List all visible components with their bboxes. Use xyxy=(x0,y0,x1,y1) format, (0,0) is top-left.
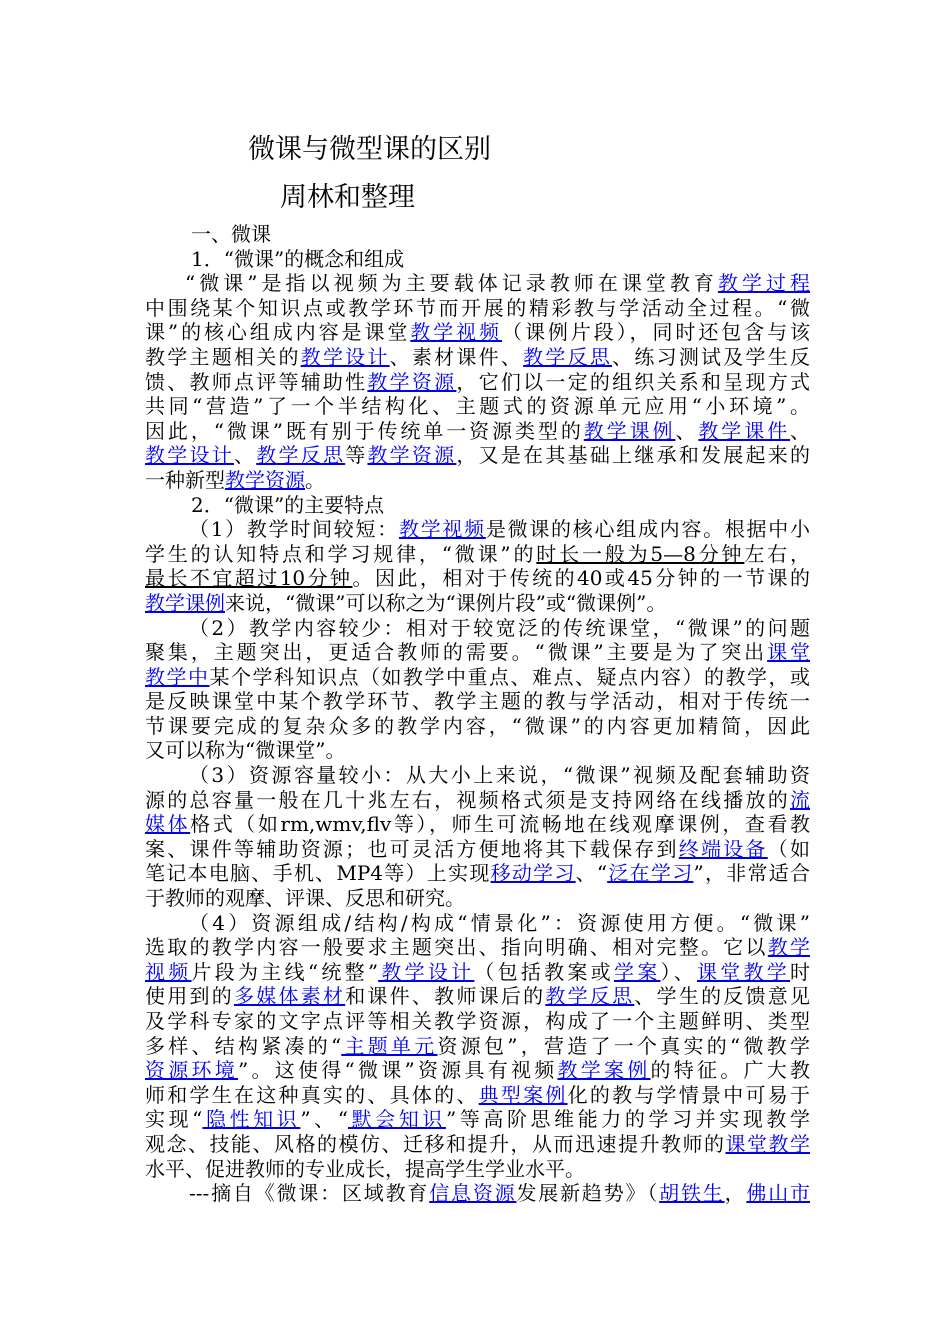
link-ubiquitous-learning[interactable]: 泛在学习 xyxy=(607,861,694,886)
text-line: （4）资源组成/结构/构成“情景化”：资源使用方便。“微课” xyxy=(189,910,810,935)
text-line: 教学中某个学科知识点（如教学中重点、难点、疑点内容）的教学，或 xyxy=(145,664,810,689)
text-line: （1）教学时间较短：教学视频是微课的核心组成内容。根据中小 xyxy=(189,517,811,542)
link-mobile-learning[interactable]: 移动学习 xyxy=(490,861,576,886)
section-heading-3: 2．“微课”的主要特点 xyxy=(191,492,385,517)
link-foshan-city[interactable]: 佛山市 xyxy=(746,1181,811,1206)
text-line: 因此，“微课”既有别于传统单一资源类型的教学课例、教学课件、 xyxy=(145,418,811,443)
document-author: 周林和整理 xyxy=(280,182,415,213)
link-classroom-teaching[interactable]: 教学中 xyxy=(145,664,210,689)
link-tacit-knowledge[interactable]: 隐性知识 xyxy=(202,1107,301,1132)
link-teaching-resource[interactable]: 教学资源 xyxy=(367,443,457,468)
text-line: 最长不宜超过10分钟。因此，相对于传统的40或45分钟的一节课的 xyxy=(145,566,810,591)
document-title: 微课与微型课的区别 xyxy=(248,134,491,165)
text-line: 馈、教师点评等辅助性教学资源，它们以一定的组织关系和呈现方式 xyxy=(145,369,811,394)
link-multimedia-material[interactable]: 多媒体素材 xyxy=(233,984,346,1009)
text-line: 聚集，主题突出，更适合教师的需要。“微课”主要是为了突出课堂 xyxy=(145,640,811,665)
source-citation: ---摘自《微课：区域教育信息资源发展新趋势》（胡铁生，佛山市 xyxy=(189,1181,811,1206)
text-line: 视频片段为主线“统整”教学设计（包括教案或学案）、课堂教学时 xyxy=(145,959,811,984)
text-line: 案、课件等辅助资源；也可灵活方便地将其下载保存到终端设备（如 xyxy=(145,836,811,861)
link-streaming-media[interactable]: 媒体 xyxy=(145,812,191,837)
text-line: 使用到的多媒体素材和课件、教师课后的教学反思、学生的反馈意见 xyxy=(145,984,811,1009)
link-teaching-courseware[interactable]: 教学课件 xyxy=(698,418,791,443)
link-teaching-video[interactable]: 教学视频 xyxy=(398,517,486,542)
link-teaching-video[interactable]: 教学 xyxy=(767,935,811,960)
link-teaching-process[interactable]: 教学过程 xyxy=(717,271,811,296)
text-line: 教学课例来说，“微课”可以称之为“课例片段”或“微课例”。 xyxy=(145,590,667,615)
text-line: （3）资源容量较小：从大小上来说，“微课”视频及配套辅助资 xyxy=(189,763,810,788)
link-classroom-teaching[interactable]: 课堂教学 xyxy=(725,1131,810,1156)
text-line: 教学主题相关的教学设计、素材课件、教学反思、练习测试及学生反 xyxy=(145,344,811,369)
text-line: 多样、结构紧凑的“主题单元资源包”，营造了一个真实的“微教学 xyxy=(145,1033,810,1058)
section-heading-1: 一、微课 xyxy=(191,222,271,246)
underlined-duration: 时长一般为5—8分钟 xyxy=(536,541,745,566)
paragraph-feature-1 xyxy=(145,517,810,615)
text-line: 一种新型教学资源。 xyxy=(145,467,325,492)
text-line: 师和学生在这种真实的、具体的、典型案例化的教与学情景中可易于 xyxy=(145,1082,811,1107)
link-teaching-case[interactable]: 教学课例 xyxy=(583,418,676,443)
link-teaching-resource[interactable]: 教学资源 xyxy=(225,467,305,492)
section-heading-2: 1．“微课”的概念和组成 xyxy=(191,246,405,271)
link-teaching-reflection[interactable]: 教学反思 xyxy=(256,443,346,468)
link-teaching-video[interactable]: 教学视频 xyxy=(410,320,503,345)
link-streaming-media[interactable]: 流 xyxy=(790,787,810,812)
text-line: 媒体格式（如rm,wmv,flv等），师生可流畅地在线观摩课例，查看教 xyxy=(145,812,811,837)
link-terminal-device[interactable]: 终端设备 xyxy=(678,836,768,861)
link-teaching-case[interactable]: 教学课例 xyxy=(145,590,225,615)
link-teaching-reflection[interactable]: 教学反思 xyxy=(523,344,613,369)
paragraph-feature-3 xyxy=(145,763,810,911)
text-line: 实现“隐性知识”、“默会知识”等高阶思维能力的学习并实现教学 xyxy=(145,1107,811,1132)
document-body xyxy=(145,222,810,1206)
text-line: 是反映课堂中某个教学环节、教学主题的教与学活动，相对于传统一 xyxy=(145,689,810,714)
text-line: 选取的教学内容一般要求主题突出、指向明确、相对完整。它以教学 xyxy=(145,935,811,960)
paragraph-concept xyxy=(145,271,810,492)
link-typical-case[interactable]: 典型案例 xyxy=(478,1082,568,1107)
text-line: 观念、技能、风格的模仿、迁移和提升，从而迅速提升教师的课堂教学 xyxy=(145,1131,810,1156)
link-implicit-knowledge[interactable]: 默会知识 xyxy=(348,1107,446,1132)
text-line: 及学科专家的文字点评等相关教学资源，构成了一个主题鲜明、类型 xyxy=(145,1009,810,1033)
text-line: 源的总容量一般在几十兆左右，视频格式须是支持网络在线播放的流 xyxy=(145,787,810,812)
text-line: 水平、促进教师的专业成长，提高学生学业水平。 xyxy=(145,1156,585,1181)
text-line: （2）教学内容较少：相对于较宽泛的传统课堂，“微课”的问题 xyxy=(189,615,810,640)
link-teaching-reflection[interactable]: 教学反思 xyxy=(545,984,635,1009)
link-theme-unit[interactable]: 主题单元 xyxy=(341,1033,438,1058)
link-information-resource[interactable]: 信息资源 xyxy=(429,1181,517,1206)
text-line: 共同“营造”了一个半结构化、主题式的资源单元应用“小环境”。 xyxy=(145,394,810,419)
link-author-hu-tiesheng[interactable]: 胡铁生 xyxy=(659,1181,725,1206)
link-teaching-video[interactable]: 视频 xyxy=(145,959,192,984)
text-line: 节课要完成的复杂众多的教学内容，“微课”的内容更加精简，因此 xyxy=(145,713,810,738)
link-resource-environment[interactable]: 资源环境 xyxy=(145,1058,239,1083)
link-classroom-teaching[interactable]: 课堂 xyxy=(767,640,811,665)
link-teaching-design[interactable]: 教学设计 xyxy=(145,443,234,468)
paragraph-feature-2 xyxy=(145,616,810,764)
text-line: 笔记本电脑、手机、MP4等）上实现移动学习、“泛在学习”，非常适合 xyxy=(145,861,811,886)
link-teaching-design[interactable]: 教学设计 xyxy=(300,344,390,369)
link-teaching-resource[interactable]: 教学资源 xyxy=(367,369,457,394)
text-line: 中围绕某个知识点或教学环节而开展的精彩教与学活动全过程。“微 xyxy=(145,295,810,320)
link-study-plan[interactable]: 学案 xyxy=(613,959,661,984)
text-line: 资源环境”。这使得“微课”资源具有视频教学案例的特征。广大教 xyxy=(145,1058,811,1083)
underlined-max-duration: 最长不宜超过10分钟 xyxy=(145,566,353,591)
link-teaching-case-study[interactable]: 教学案例 xyxy=(557,1058,651,1083)
text-line: 又可以称为“微课堂”。 xyxy=(145,738,346,763)
text-line: 课”的核心组成内容是课堂教学视频（课例片段），同时还包含与该 xyxy=(145,320,811,345)
link-classroom-teaching[interactable]: 课堂教学 xyxy=(697,959,791,984)
text-line: 学生的认知特点和学习规律，“微课”的时长一般为5—8分钟左右， xyxy=(145,541,811,566)
link-teaching-design[interactable]: 教学设计 xyxy=(378,959,475,984)
text-line: 教学设计、教学反思等教学资源，又是在其基础上继承和发展起来的 xyxy=(145,443,811,468)
text-line: 于教师的观摩、评课、反思和研究。 xyxy=(145,886,465,911)
paragraph-feature-4 xyxy=(145,911,810,1182)
text-line: “微课”是指以视频为主要载体记录教师在课堂教育教学过程 xyxy=(185,271,811,296)
